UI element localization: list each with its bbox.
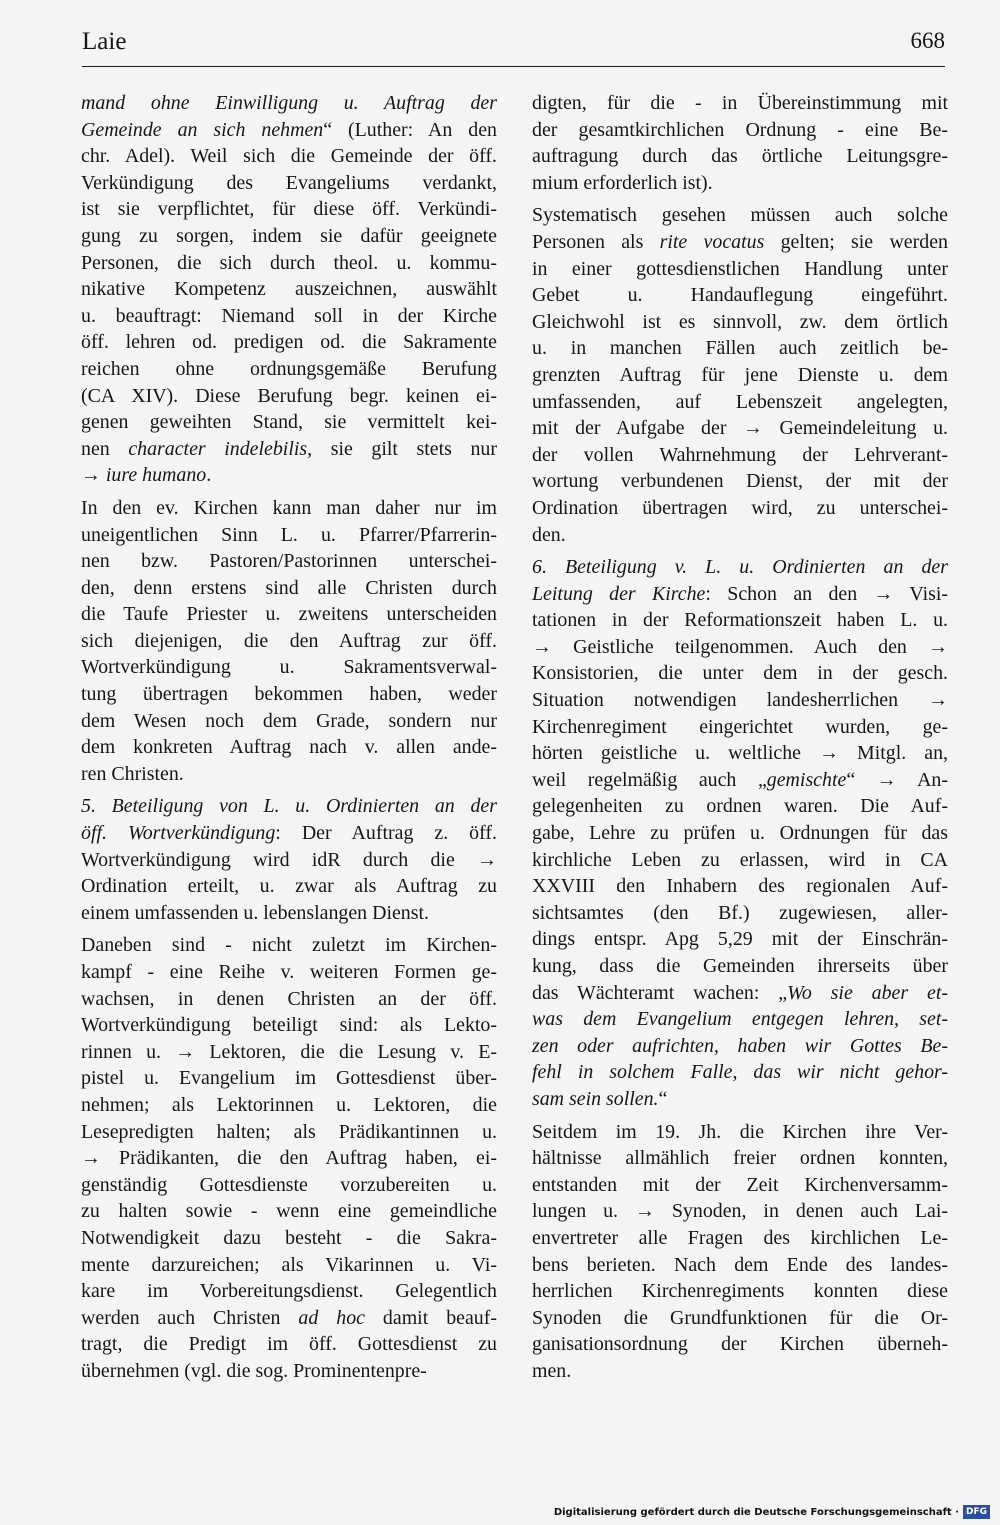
paragraph [81, 793, 497, 926]
text-line: hörten geistliche u. weltliche → Mitgl. an, [532, 742, 948, 765]
text-line: dem Wesen noch dem Grade, sondern nur [81, 709, 497, 732]
text-line: herrlichen Kirchenregiments konnten diese [532, 1280, 948, 1303]
text-line: tragt, die Predigt im öff. Gottesdienst zu [81, 1333, 497, 1356]
text-line: lungen u. → Synoden, in denen auch Lai- [532, 1200, 948, 1223]
text-line: digten, für die - in Übereinstimmung mit [532, 92, 948, 114]
text-line: Personen als rite vocatus gelten; sie werden [532, 230, 948, 253]
text-line: gelegenheiten zu ordnen waren. Die Auf- [532, 795, 948, 818]
text-line: → iure humano. [81, 464, 212, 487]
text-line: men. [532, 1359, 572, 1382]
text-line: zen oder aufrichten, haben wir Gottes Be- [532, 1034, 948, 1057]
dfg-logo: DFG [963, 1505, 990, 1519]
text-line: dem konkreten Auftrag nach v. allen ande- [81, 736, 497, 759]
text-line: ren Christen. [81, 762, 184, 785]
text-line: öff. Wortverkündigung: Der Auftrag z. öff. [81, 822, 497, 845]
text-line: einem umfassenden u. lebenslangen Dienst. [81, 901, 429, 924]
text-line: (CA XIV). Diese Berufung begr. keinen ei- [81, 384, 497, 407]
text-line: den. [532, 523, 566, 546]
text-line: mium erforderlich ist). [532, 171, 713, 194]
text-line: umfassenden, auf Lebenszeit angelegten, [532, 390, 948, 413]
text-line: Lesepredigten halten; als Prädikantinnen u. [81, 1120, 497, 1143]
paragraph [81, 932, 497, 1384]
text-line: wachsen, in denen Christen an der öff. [81, 987, 497, 1010]
text-line: was dem Evangelium entgegen lehren, set- [532, 1008, 948, 1031]
text-line: bens berieten. Nach dem Ende des landes- [532, 1253, 948, 1276]
text-line: tationen in der Reformationszeit haben L. u. [532, 609, 948, 632]
text-line: mand ohne Einwilligung u. Auftrag der [81, 92, 497, 114]
text-line: Ordination übertragen wird, zu unterschei- [532, 496, 948, 519]
text-line: kirchliche Leben zu erlassen, wird in CA [532, 848, 948, 871]
text-line: gabe, Lehre zu prüfen u. Ordnungen für das [532, 822, 948, 845]
paragraph [532, 1119, 948, 1385]
text-line: → Prädikanten, die den Auftrag haben, ei- [81, 1147, 497, 1170]
text-line: den, denn erstens sind alle Christen durch [81, 576, 497, 599]
text-line: sich diejenigen, die den Auftrag zur öff. [81, 629, 497, 652]
footer-text: Digitalisierung gefördert durch die Deutsche Forschungsgemeinschaft · [553, 1506, 959, 1518]
text-line: kare im Vorbereitungsdienst. Gelegentlich [81, 1280, 497, 1303]
text-line: auftragung durch das örtliche Leitungsgre- [532, 145, 948, 168]
text-line: der gesamtkirchlichen Ordnung - eine Be- [532, 118, 948, 141]
text-line: Leitung der Kirche: Schon an den → Visi- [532, 582, 948, 605]
paragraph [81, 495, 497, 788]
text-line: nehmen; als Lektorinnen u. Lektoren, die [81, 1093, 497, 1116]
text-line: genständig Gottesdienste vorzubereiten u. [81, 1173, 497, 1196]
text-line: in einer gottesdienstlichen Handlung unter [532, 257, 948, 280]
text-line: wortung verbundenen Dienst, der mit der [532, 470, 948, 493]
right-column [532, 90, 948, 1391]
paragraph [532, 554, 948, 1112]
text-line: Seitdem im 19. Jh. die Kirchen ihre Ver- [532, 1120, 948, 1143]
text-line: kampf - eine Reihe v. weiteren Formen ge- [81, 961, 497, 983]
running-head [82, 22, 945, 67]
text-line: XXVIII den Inhabern des regionalen Auf- [532, 875, 948, 898]
text-line: 5. Beteiligung von L. u. Ordinierten an der [81, 795, 497, 818]
text-line: Verkündigung des Evangeliums verdankt, [81, 171, 497, 194]
text-line: grenzten Auftrag für jene Dienste u. dem [532, 363, 948, 386]
text-line: ist sie verpflichtet, für diese öff. Verkündi- [81, 198, 497, 221]
left-column [81, 90, 497, 1391]
text-line: sichtsamtes (den Bf.) zugewiesen, aller- [532, 901, 948, 924]
text-line: sam sein sollen.“ [532, 1087, 668, 1110]
text-line: öff. lehren od. predigen od. die Sakramente [81, 331, 497, 354]
text-line: nen character indelebilis, sie gilt stets nur [81, 437, 497, 460]
text-line: u. beauftragt: Niemand soll in der Kirche [81, 304, 497, 327]
text-line: Synoden die Grundfunktionen für die Or- [532, 1306, 948, 1329]
text-line: 6. Beteiligung v. L. u. Ordinierten an der [532, 556, 948, 579]
text-line: nen bzw. Pastoren/Pastorinnen unterschei- [81, 550, 497, 573]
footer-credit [554, 1504, 990, 1520]
text-line: Situation notwendigen landesherrlichen → [532, 689, 948, 712]
text-line: die Taufe Priester u. zweitens unterscheiden [81, 603, 497, 626]
text-line: Daneben sind - nicht zuletzt im Kirchen- [81, 934, 497, 957]
text-line: envertreter alle Fragen des kirchlichen Le- [532, 1226, 948, 1249]
text-line: uneigentlichen Sinn L. u. Pfarrer/Pfarrerin- [81, 523, 497, 546]
text-line: entstanden mit der Zeit Kirchenversamm- [532, 1173, 948, 1196]
text-line: Systematisch gesehen müssen auch solche [532, 204, 948, 227]
text-line: Wortverkündigung beteiligt sind: als Lekto- [81, 1014, 497, 1037]
text-line: Notwendigkeit dazu besteht - die Sakra- [81, 1226, 497, 1249]
text-line: kung, dass die Gemeinden ihrerseits über [532, 955, 948, 977]
text-line: reichen ohne ordnungsgemäße Berufung [81, 357, 497, 380]
headword: Laie [82, 28, 127, 55]
text-line: Wortverkündigung wird idR durch die → [81, 848, 497, 871]
text-line: Kirchenregiment eingerichtet wurden, ge- [532, 715, 948, 738]
text-line: Gebet u. Handauflegung eingeführt. [532, 284, 948, 307]
text-line: übernehmen (vgl. die sog. Prominentenpre- [81, 1359, 427, 1382]
text-line: gung zu sorgen, indem sie dafür geeignete [81, 224, 497, 247]
text-line: mit der Aufgabe der → Gemeindeleitung u. [532, 417, 948, 440]
text-line: weil regelmäßig auch „gemischte“ → An- [532, 768, 949, 791]
text-line: genen geweihten Stand, sie vermittelt kei- [81, 411, 497, 434]
text-line: tung übertragen bekommen haben, weder [81, 683, 497, 706]
text-line: ganisationsordnung der Kirchen überneh- [532, 1333, 948, 1356]
text-line: werden auch Christen ad hoc damit beauf- [81, 1306, 497, 1329]
page-number: 668 [910, 28, 945, 53]
text-line: u. in manchen Fällen auch zeitlich be- [532, 337, 948, 360]
text-line: dings entspr. Apg 5,29 mit der Einschrän- [532, 928, 948, 951]
text-line: Gleichwohl ist es sinnvoll, zw. dem örtlich [532, 310, 948, 333]
text-line: Gemeinde an sich nehmen“ (Luther: An den [81, 118, 497, 141]
text-line: zu halten sowie - wenn eine gemeindliche [81, 1200, 497, 1223]
text-line: → Geistliche teilgenommen. Auch den → [532, 635, 948, 658]
text-line: fehl in solchem Falle, das wir nicht gehor- [532, 1061, 948, 1084]
text-line: hältnisse allmählich freier ordnen konnten, [532, 1147, 948, 1170]
text-line: mente darzureichen; als Vikarinnen u. Vi- [81, 1253, 497, 1276]
text-line: Ordination erteilt, u. zwar als Auftrag zu [81, 875, 497, 898]
paragraph [532, 90, 948, 196]
text-line: In den ev. Kirchen kann man daher nur im [81, 496, 497, 519]
text-line: chr. Adel). Weil sich die Gemeinde der öff. [81, 145, 497, 168]
paragraph [81, 90, 497, 489]
text-line: das Wächteramt wachen: „Wo sie aber et- [532, 981, 948, 1004]
paragraph [532, 202, 948, 548]
text-line: pistel u. Evangelium im Gottesdienst über- [81, 1067, 497, 1090]
text-line: nikative Kompetenz auszeichnen, auswählt [81, 278, 497, 301]
text-line: Wortverkündigung u. Sakramentsverwal- [81, 656, 497, 679]
text-line: der vollen Wahrnehmung der Lehrverant- [532, 443, 948, 466]
text-line: rinnen u. → Lektoren, die die Lesung v. E- [81, 1040, 497, 1063]
text-line: Personen, die sich durch theol. u. kommu- [81, 251, 497, 274]
text-line: Konsistorien, die unter dem in der gesch. [532, 662, 948, 685]
